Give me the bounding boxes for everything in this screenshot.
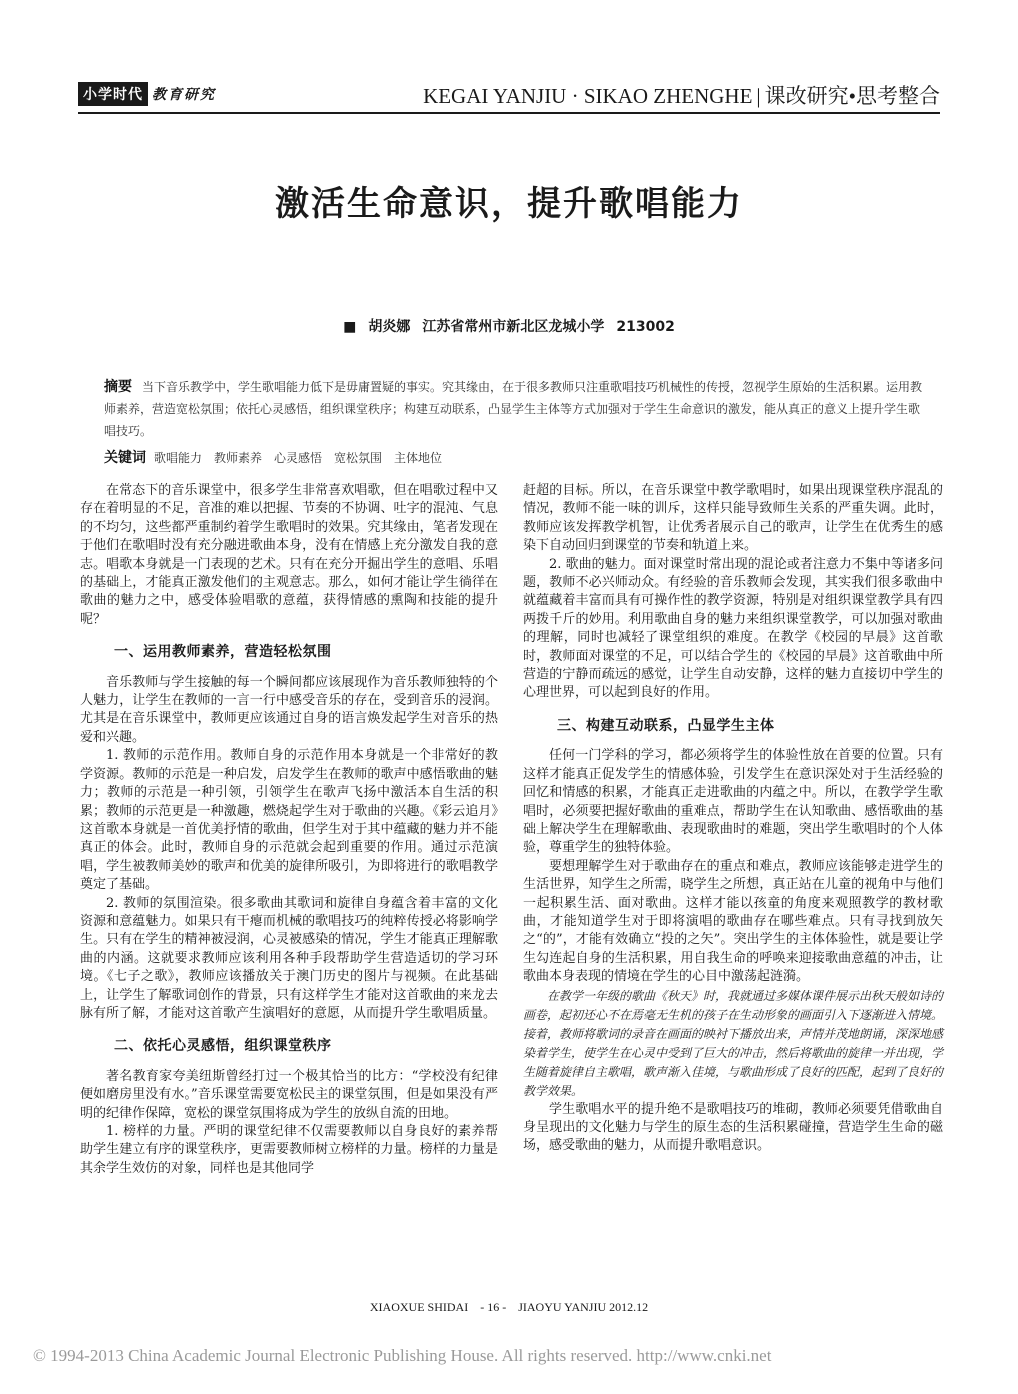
keywords <box>104 448 924 468</box>
copyright-notice: © 1994-2013 China Academic Journal Electronic Publishing House. All rights reserved. http://www.cnki.net <box>33 1346 772 1365</box>
intro-paragraph: 在常态下的音乐课堂中，很多学生非常喜欢唱歌，但在唱歌过程中又存在着明显的不足，音准的难以把握、节奏的不协调、吐字的混沌、气息的不均匀，这些都严重制约着学生歌唱时的效果。究其缘由，笔者发现在于他们在歌唱时没有充分融进歌曲本身，没有在情感上充分激发自我的意志。唱歌本身就是一门表现的艺术。只有在充分开掘出学生的意唱、乐唱的基础上，才能真正激发他们的主观意志。那么，如何才能让学生徜徉在歌曲的魅力之中，感受体验唱歌的意蕴，获得情感的熏陶和技能的提升呢？ <box>80 483 498 627</box>
article-title: 激活生命意识，提升歌唱能力 <box>275 184 743 224</box>
paragraph: 2. 歌曲的魅力。面对课堂时常出现的混论或者注意力不集中等诸多问题，教师不必兴师动众。有经验的音乐教师会发现，其实我们很多歌曲中就蕴藏着丰富而具有可操作性的教学资源，特别是对组织课堂教学具有四两拨千斤的妙用。利用歌曲自身的魅力来组织课堂教学，可以加强对歌曲的理解，同时也减轻了课堂组织的难度。在教学《校园的早晨》这首歌时，教师面对课堂的不足，可以结合学生的《校园的早晨》这首歌曲中所营造的宁静而疏远的感觉，让学生自动安静，这样的魅力直接切中学生的心理世界，可以起到良好的作用。 <box>523 556 943 701</box>
page-footer <box>0 1300 1018 1315</box>
keywords-text: 歌唱能力 教师素养 心灵感悟 宽松氛围 主体地位 <box>154 451 443 465</box>
paragraph: 1. 教师的示范作用。教师自身的示范作用本身就是一个非常好的教学资源。教师的示范是一种启发，启发学生在教师的歌声中感悟歌曲的魅力；教师的示范是一种引领，引领学生在歌声飞扬中激活本自生活的积累；教师的示范更是一种激趣，燃烧起学生对于歌曲的兴趣。《彩云追月》这首歌本身就是一首优美抒情的歌曲，但学生对于其中蕴藏的魅力并不能真正的体会。此时，教师自身的示范就会起到重要的作用。通过示范演唱，学生被教师美妙的歌声和优美的旋律所吸引，为即将进行的歌唱教学奠定了基础。 <box>80 748 498 893</box>
paragraph: 要想理解学生对于歌曲存在的重点和难点，教师应该能够走进学生的生活世界，知学生之所需，晓学生之所想，真正站在儿童的视角中与他们一起积累生活、面对歌曲。这样才能以孩童的角度来观照教学的教材歌曲，才能知道学生对于即将演唱的歌曲存在哪些难点。只有寻找到放矢之“的”，才能有效确立“投的之矢”。突出学生的主体体验性，就是要让学生勾连起自身的生活积累，用自我生命的呼唤来迎接歌曲意蕴的冲击，让歌曲本身表现的情境在学生的心目中激荡起涟漪。 <box>523 858 943 985</box>
author-name: 胡炎娜 <box>368 319 411 335</box>
journal-section-title <box>423 80 940 110</box>
footer-right: JIAOYU YANJIU 2012.12 <box>518 1300 649 1314</box>
author-line <box>0 316 1018 336</box>
journal-section-cn: 课改研究•思考整合 <box>764 84 940 108</box>
header-rule <box>78 112 940 114</box>
section-heading-3: 三、构建互动联系，凸显学生主体 <box>557 717 775 734</box>
paragraph: 任何一门学科的学习，都必须将学生的体验性放在首要的位置。只有这样才能真正促发学生的情感体验，引发学生在意识深处对于生活经验的回忆和情感的积累，才能真正走进歌曲的内蕴之中。所以，在教学学生歌唱时，必须要把握好歌曲的重难点，帮助学生在认知歌曲、感悟歌曲的基础上解决学生在理解歌曲、表现歌曲时的难题，突出学生歌唱时的个人体验，尊重学生的独特体验。 <box>523 748 943 856</box>
author-affiliation: 江苏省常州市新北区龙城小学 <box>422 319 605 335</box>
abstract-text: 当下音乐教学中，学生歌唱能力低下是毋庸置疑的事实。究其缘由，在于很多教师只注重歌唱技巧机械性的传授，忽视学生原始的生活积累。运用教师素养，营造宽松氛围；依托心灵感悟，组织课堂秩序；构建互动联系，凸显学生主体等方式加强对于学生生命意识的激发，能从真正的意义上提升学生歌唱技巧。 <box>104 380 923 438</box>
author-postcode: 213002 <box>616 319 675 335</box>
abstract-label: 摘要 <box>104 379 132 395</box>
paragraph: 2. 教师的氛围渲染。很多歌曲其歌词和旋律自身蕴含着丰富的文化资源和意蕴魅力。如果只有干瘪而机械的歌唱技巧的纯粹传授必将影响学生。只有在学生的精神被浸润，心灵被感染的情况，学生才能真正理解歌曲的内涵。这就要求教师应该利用各种手段帮助学生营造适切的学习环境。《七子之歌》，教师应该播放关于澳门历史的图片与视频。在此基础上，让学生了解歌词创作的背景，只有这样学生才能对这首歌曲的来龙去脉有所了解，才能对这首歌产生演唱好的意愿，从而提升学生歌唱质量。 <box>80 895 498 1021</box>
journal-header <box>78 78 940 114</box>
paragraph-continued: 赶超的目标。所以，在音乐课堂中教学歌唱时，如果出现课堂秩序混乱的情况，教师不能一味的训斥，这样只能导致师生关系的严重失调。此时，教师应该发挥教学机智，让优秀者展示自己的歌声，让学生在优秀生的感染下自动回归到课堂的节奏和轨道上来。 <box>523 483 943 554</box>
section-heading-1: 一、运用教师素养，营造轻松氛围 <box>114 644 332 661</box>
paragraph: 著名教育家夸美纽斯曾经打过一个极其恰当的比方：“学校没有纪律便如磨房里没有水。”音乐课堂需要宽松民主的课堂氛围，但是如果没有严明的纪律作保障，宽松的课堂氛围将成为学生的放纵自流的田地。 <box>80 1068 498 1121</box>
logo-main: 小学时代 <box>78 82 148 106</box>
journal-pinyin: KEGAI YANJIU · SIKAO ZHENGHE <box>423 84 753 108</box>
teaching-example: 在教学一年级的歌曲《秋天》时，我就通过多媒体课件展示出秋天般如诗的画卷，起初还心不在焉毫无生机的孩子在生动形象的画面引入下逐渐进入情境。接着，教师将歌词的录音在画面的映衬下播放出来，声情并茂地朗诵，深深地感染着学生，使学生在心灵中受到了巨大的冲击，然后将歌曲的旋律一并出现，学生随着旋律自主歌唱，歌声渐入佳境，与歌曲形成了良好的匹配，起到了良好的教学效果。 <box>523 988 944 1098</box>
keywords-label: 关键词 <box>104 450 146 466</box>
left-column <box>80 482 498 1178</box>
paragraph: 音乐教师与学生接触的每一个瞬间都应该展现作为音乐教师独特的个人魅力，让学生在教师的一言一行中感受音乐的存在，受到音乐的浸润。尤其是在音乐课堂中，教师更应该通过自身的语言焕发起学生对音乐的热爱和兴趣。 <box>80 674 498 745</box>
header-separator: | <box>756 84 761 108</box>
abstract <box>104 376 924 442</box>
paragraph: 1. 榜样的力量。严明的课堂纪律不仅需要教师以自身良好的素养帮助学生建立有序的课堂秩序，更需要教师树立榜样的力量。榜样的力量是其余学生效仿的对象，同样也是其他同学 <box>80 1124 498 1176</box>
logo-sub: 教育研究 <box>152 87 216 103</box>
journal-logo <box>78 82 216 106</box>
right-column <box>523 482 943 1156</box>
closing-paragraph: 学生歌唱水平的提升绝不是歌唱技巧的堆砌，教师必须要凭借歌曲自身呈现出的文化魅力与学生的原生态的生活积累碰撞，营造学生生命的磁场，感受歌曲的魅力，从而提升歌唱意识。 <box>523 1101 943 1154</box>
section-heading-2: 二、依托心灵感悟，组织课堂秩序 <box>114 1038 332 1055</box>
page-number: - 16 - <box>480 1300 507 1314</box>
author-marker: ■ <box>343 319 357 335</box>
footer-left: XIAOXUE SHIDAI <box>369 1300 469 1314</box>
